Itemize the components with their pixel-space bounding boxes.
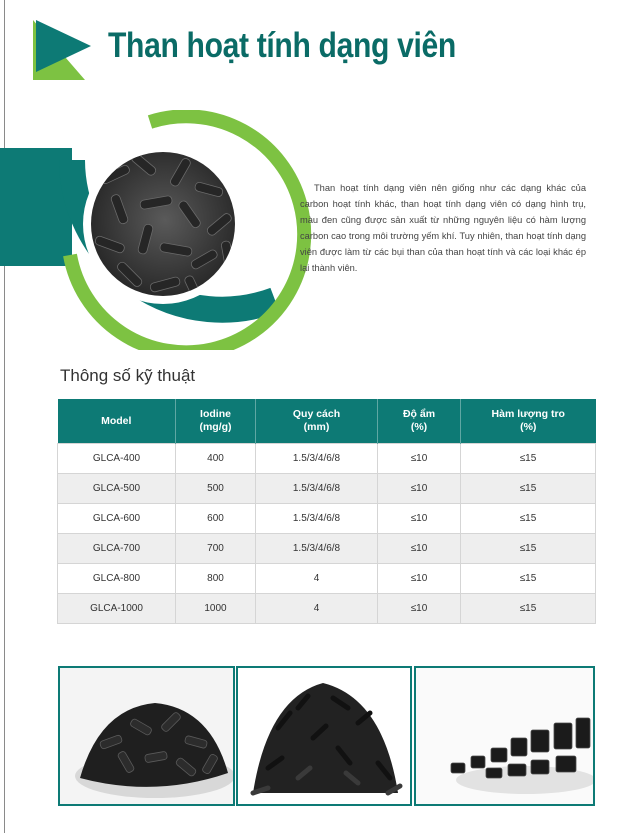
table-row xyxy=(58,474,596,504)
product-photo-2 xyxy=(236,666,412,806)
cell-ash: ≤15 xyxy=(461,504,596,534)
cell-ash: ≤15 xyxy=(461,474,596,504)
specs-title: Thông số kỹ thuật xyxy=(60,366,196,385)
product-photo-1 xyxy=(58,666,235,806)
cell-size: 1.5/3/4/6/8 xyxy=(256,444,378,474)
specs-header-row xyxy=(58,399,596,444)
cell-moisture: ≤10 xyxy=(378,594,461,624)
product-photo-3 xyxy=(414,666,595,806)
cell-size: 1.5/3/4/6/8 xyxy=(256,534,378,564)
header-moisture: Độ ẩm (%) xyxy=(378,399,461,444)
cell-ash: ≤15 xyxy=(461,594,596,624)
cell-iodine: 800 xyxy=(176,564,256,594)
header-model: Model xyxy=(58,399,176,444)
cell-ash: ≤15 xyxy=(461,444,596,474)
cell-model: GLCA-700 xyxy=(58,534,176,564)
table-row xyxy=(58,504,596,534)
cell-moisture: ≤10 xyxy=(378,564,461,594)
header-size: Quy cách (mm) xyxy=(256,399,378,444)
table-row xyxy=(58,594,596,624)
cell-iodine: 400 xyxy=(176,444,256,474)
cell-iodine: 1000 xyxy=(176,594,256,624)
product-description: Than hoạt tính dạng viên nên giống như các dạng khác của carbon hoạt tính khác, than hoạt tính dạng viên có dạng hình trụ, màu đen cũng được sản xuất từ những nguyên liệu có hàm lượng carbon cao trong môi trường yếm khí. Tuy nhiên, than hoạt tính dạng viên được làm từ các bụi than của than hoạt tính và các loại khác ép lại thành viên. xyxy=(300,183,586,273)
table-row xyxy=(58,564,596,594)
cell-iodine: 600 xyxy=(176,504,256,534)
table-row xyxy=(58,444,596,474)
cell-model: GLCA-500 xyxy=(58,474,176,504)
cell-size: 4 xyxy=(256,594,378,624)
cell-size: 1.5/3/4/6/8 xyxy=(256,504,378,534)
cell-ash: ≤15 xyxy=(461,564,596,594)
cell-size: 1.5/3/4/6/8 xyxy=(256,474,378,504)
cell-ash: ≤15 xyxy=(461,534,596,564)
specs-table xyxy=(57,399,596,624)
cell-iodine: 700 xyxy=(176,534,256,564)
cell-moisture: ≤10 xyxy=(378,474,461,504)
cell-moisture: ≤10 xyxy=(378,534,461,564)
table-row xyxy=(58,534,596,564)
cell-moisture: ≤10 xyxy=(378,444,461,474)
cell-model: GLCA-600 xyxy=(58,504,176,534)
cell-model: GLCA-1000 xyxy=(58,594,176,624)
header-ash: Hàm lượng tro (%) xyxy=(461,399,596,444)
brand-logo-icon xyxy=(33,20,91,80)
cell-model: GLCA-400 xyxy=(58,444,176,474)
cell-moisture: ≤10 xyxy=(378,504,461,534)
cell-size: 4 xyxy=(256,564,378,594)
cell-model: GLCA-800 xyxy=(58,564,176,594)
header-iodine: Iodine (mg/g) xyxy=(176,399,256,444)
page-title: Than hoạt tính dạng viên xyxy=(108,26,456,65)
cell-iodine: 500 xyxy=(176,474,256,504)
